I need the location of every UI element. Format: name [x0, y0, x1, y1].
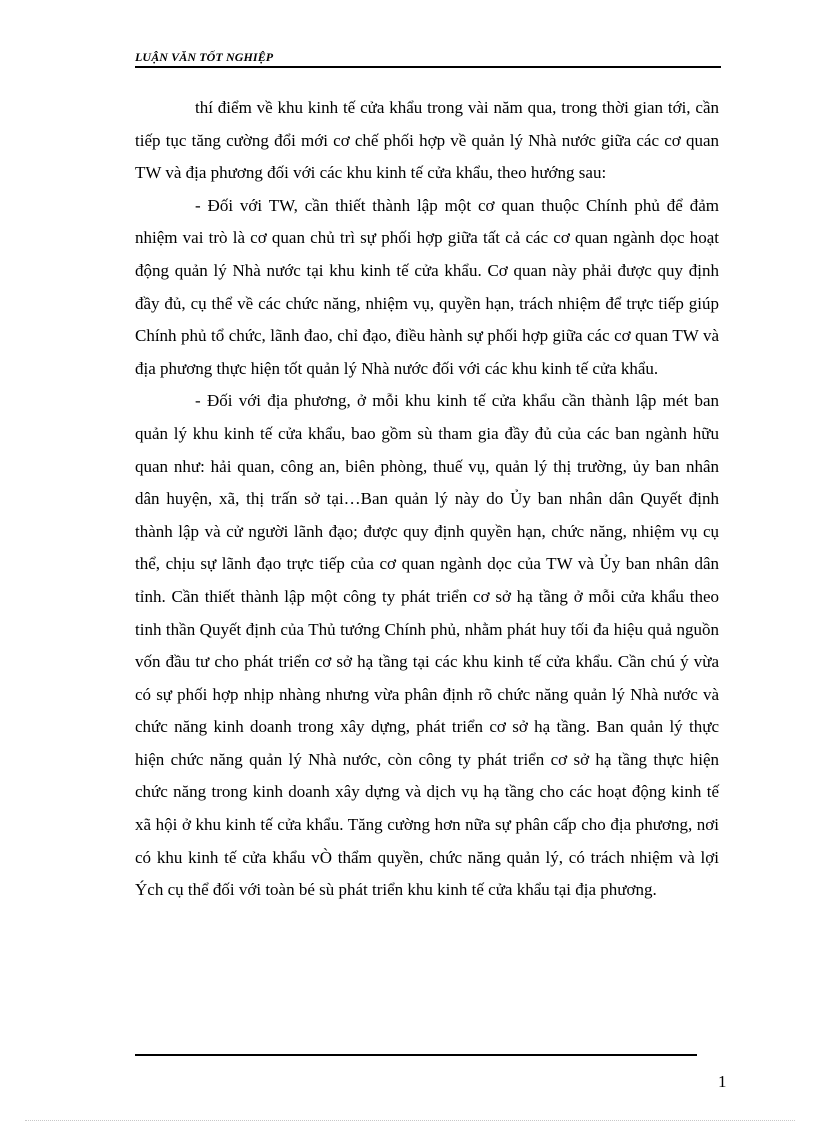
- paragraph-central-level: - Đối với TW, cần thiết thành lập một cơ quan thuộc Chính phủ để đảm nhiệm vai trò là cơ quan chủ trì sự phối hợp giữa tất cả các cơ quan ngành dọc hoạt động quản lý Nhà nước tại khu kinh tế cửa khẩu. Cơ quan này phải được quy định đầy đủ, cụ thể về các chức năng, nhiệm vụ, quyền hạn, trách nhiệm để trực tiếp giúp Chính phủ tổ chức, lãnh đao, chỉ đạo, điều hành sự phối hợp giữa các cơ quan TW và địa phương thực hiện tốt quản lý Nhà nước đối với các khu kinh tế cửa khẩu.: [135, 195, 719, 378]
- footer-divider: [135, 1054, 697, 1056]
- page-header: [135, 50, 721, 68]
- page-number: 1: [718, 1072, 727, 1091]
- header-title: LUẬN VĂN TỐT NGHIỆP: [135, 50, 274, 64]
- document-body: [135, 92, 719, 907]
- paragraph-local-level: - Đối với địa phương, ở mỗi khu kinh tế cửa khẩu cần thành lập mét ban quản lý khu kinh tế cửa khẩu, bao gồm sù tham gia đầy đủ của các ban ngành hữu quan như: hải quan, công an, biên phòng, thuế vụ, quản lý thị trường, ủy ban nhân dân huyện, xã, thị trấn sở tại…Ban quản lý này do Ủy ban nhân dân Quyết định thành lập và cử người lãnh đạo; được quy định quyền hạn, chức năng, nhiệm vụ cụ thể, chịu sự lãnh đạo trực tiếp của cơ quan ngành dọc của TW và Ủy ban nhân dân tỉnh. Cần thiết thành lập một công ty phát triển cơ sở hạ tầng ở mỗi cửa khẩu theo tinh thần Quyết định của Thủ tướng Chính phủ, nhằm phát huy tối đa hiệu quả nguồn vốn đầu tư cho phát triển cơ sở hạ tầng tại các khu kinh tế cửa khẩu. Cần chú ý vừa có sự phối hợp nhịp nhàng nhưng vừa phân định rõ chức năng quản lý Nhà nước và chức năng kinh doanh trong xây dựng, phát triển cơ sở hạ tầng. Ban quản lý thực hiện chức năng quản lý Nhà nước, còn công ty phát triển cơ sở hạ tầng thực hiện chức năng trong kinh doanh xây dựng và dịch vụ hạ tầng cho các hoạt động kinh tế xã hội ở khu kinh tế cửa khẩu. Tăng cường hơn nữa sự phân cấp cho địa phương, nơi có khu kinh tế cửa khẩu vÒ thẩm quyền, chức năng quản lý, có trách nhiệm và lợi Ých cụ thể đối với toàn bé sù phát triển khu kinh tế cửa khẩu tại địa phương.: [135, 391, 719, 900]
- paragraph-intro: thí điểm về khu kinh tế cửa khẩu trong vài năm qua, trong thời gian tới, cần tiếp tục tăng cường đổi mới cơ chế phối hợp về quản lý Nhà nước giữa các cơ quan TW và địa phương đối với các khu kinh tế cửa khẩu, theo hướng sau:: [135, 98, 719, 183]
- page-edge-divider: [25, 1120, 795, 1121]
